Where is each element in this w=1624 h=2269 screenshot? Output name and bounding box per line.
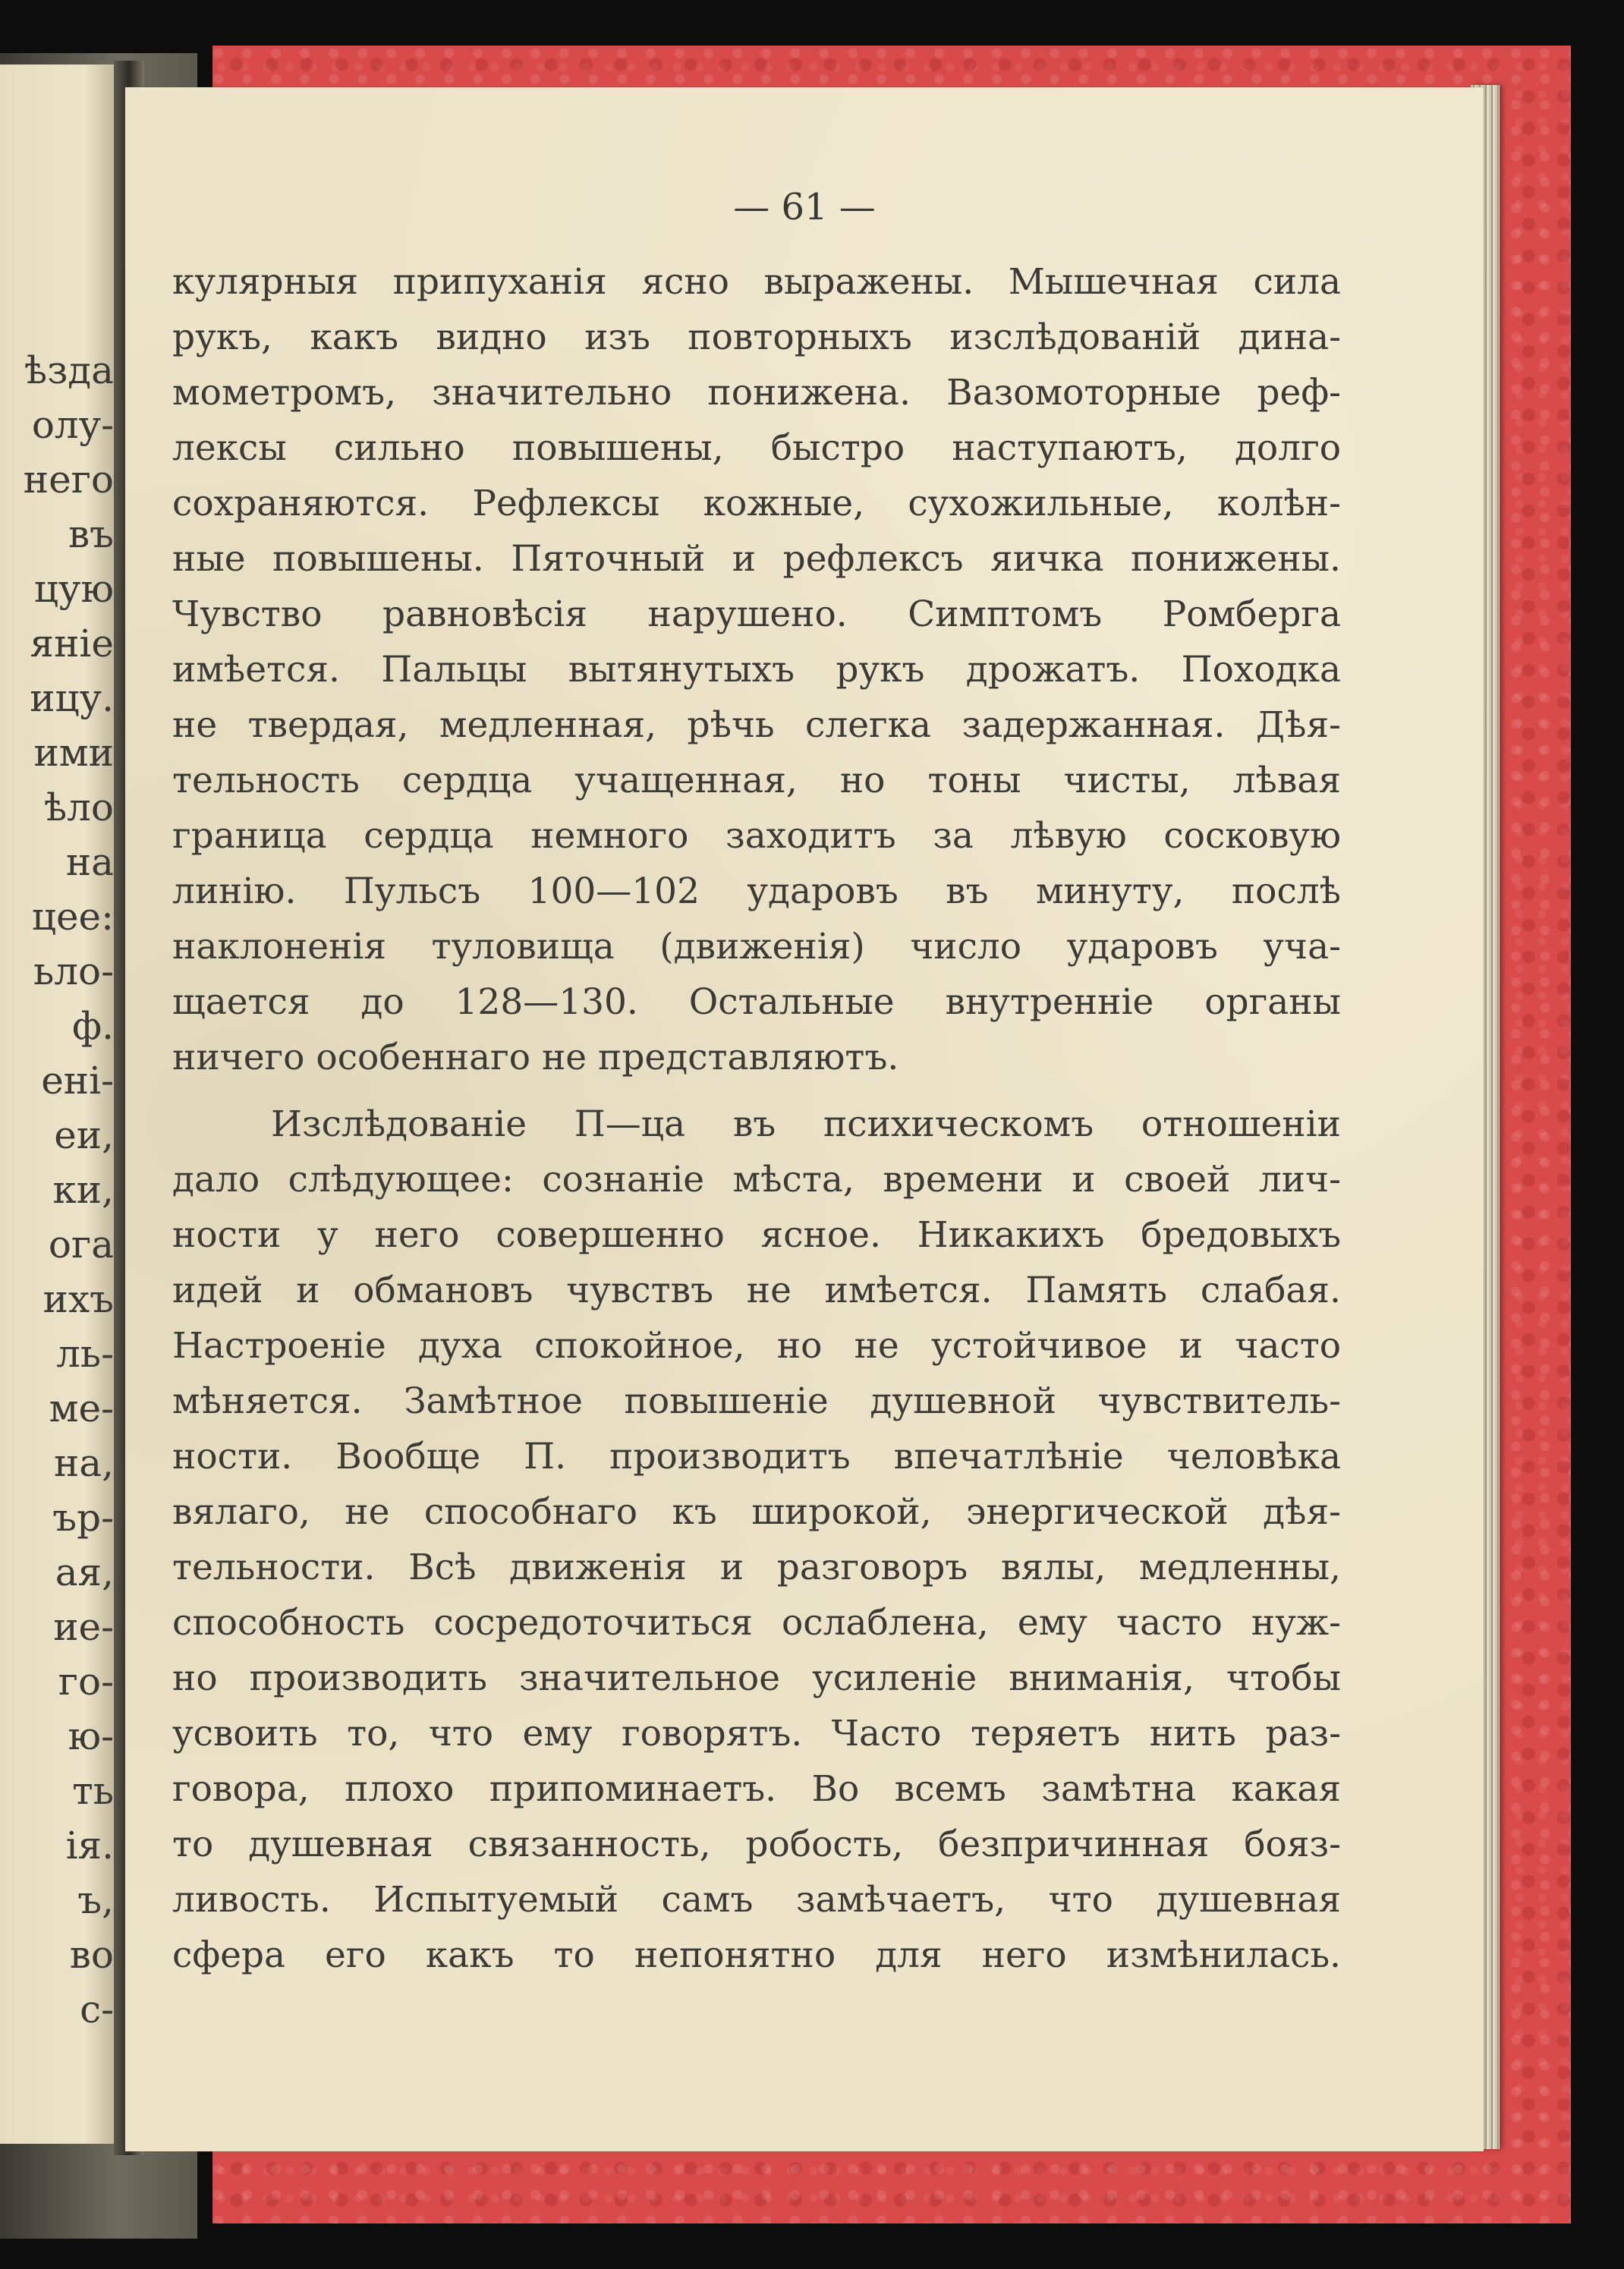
text-line: ности. Вообще П. производитъ впечатлѣніе человѣка	[172, 1436, 1341, 1478]
left-fragment: во	[69, 1933, 114, 1977]
left-fragment: на,	[53, 1441, 114, 1485]
text-line: ливость. Испытуемый самъ замѣчаетъ, что душевная	[172, 1879, 1341, 1921]
left-fragment: ки,	[52, 1168, 114, 1212]
text-line: Изслѣдованіе П—ца въ психическомъ отношеніи	[271, 1103, 1341, 1145]
text-line: рукъ, какъ видно изъ повторныхъ изслѣдованій дина-	[172, 316, 1341, 358]
left-fragment: цую	[33, 567, 114, 611]
text-line: имѣется. Пальцы вытянутыхъ рукъ дрожатъ. Походка	[172, 649, 1341, 691]
text-line: щается до 128—130. Остальные внутренніе органы	[172, 981, 1341, 1023]
left-fragment: ьло-	[33, 949, 114, 993]
left-page-edge	[0, 65, 121, 2144]
paragraph-gap	[172, 1085, 1341, 1097]
left-fragment: с-	[80, 1987, 114, 2031]
left-fragment: ими	[33, 731, 114, 775]
left-fragment: го-	[58, 1660, 114, 1704]
left-fragment: ѣло	[43, 785, 114, 829]
left-fragment: него	[23, 458, 114, 502]
text-line: ные повышены. Пяточный и рефлексъ яичка понижены.	[172, 538, 1341, 580]
text-line: мометромъ, значительно понижена. Вазомоторные реф-	[172, 372, 1341, 414]
left-fragment: въ	[68, 512, 114, 556]
left-fragment: ие-	[53, 1605, 114, 1649]
text-line: говора, плохо припоминаетъ. Во всемъ замѣтна какая	[172, 1768, 1341, 1810]
left-fragment: ъ,	[77, 1878, 114, 1922]
text-line: линію. Пульсъ 100—102 ударовъ въ минуту, послѣ	[172, 870, 1341, 912]
text-line: то душевная связанность, робость, безпричинная бояз-	[172, 1824, 1341, 1865]
left-fragment: цее:	[31, 895, 114, 939]
text-line: идей и обмановъ чувствъ не имѣется. Память слабая.	[172, 1270, 1341, 1311]
text-line: Чувство равновѣсія нарушено. Симптомъ Ромберга	[172, 593, 1341, 635]
left-fragment: ицу.	[30, 676, 114, 720]
left-fragment: ър-	[52, 1496, 114, 1540]
text-line: усвоить то, что ему говорятъ. Часто теряетъ нить раз-	[172, 1713, 1341, 1754]
text-line: дало слѣдующее: сознаніе мѣста, времени и своей лич-	[172, 1159, 1341, 1201]
page-number: — 61 —	[733, 186, 876, 228]
text-line: не твердая, медленная, рѣчь слегка задержанная. Дѣя-	[172, 704, 1341, 746]
text-line: мѣняется. Замѣтное повышеніе душевной чувствитель-	[172, 1380, 1341, 1422]
left-fragment: ю-	[68, 1714, 114, 1758]
left-fragment: еи,	[54, 1113, 114, 1157]
left-fragment: на	[65, 840, 114, 884]
left-fragment: ені-	[41, 1059, 114, 1103]
left-fragment: ф.	[71, 1004, 114, 1048]
left-fragment: ме-	[49, 1386, 114, 1430]
left-fragment: олу-	[31, 403, 114, 447]
left-fragment: ѣзда	[24, 348, 114, 392]
text-line: наклоненія туловища (движенія) число ударовъ уча-	[172, 926, 1341, 968]
text-line: способность сосредоточиться ослаблена, ему часто нуж-	[172, 1602, 1341, 1644]
text-line: Настроеніе духа спокойное, но не устойчивое и часто	[172, 1325, 1341, 1367]
text-line: тельности. Всѣ движенія и разговоръ вялы, медленны,	[172, 1547, 1341, 1588]
left-fragment: ихъ	[42, 1277, 114, 1321]
main-page	[125, 87, 1484, 2151]
left-fragment: ть	[72, 1769, 114, 1813]
left-fragment: яніе	[30, 622, 114, 666]
left-fragment: ль-	[56, 1332, 114, 1376]
text-line: ничего особеннаго не представляютъ.	[172, 1037, 899, 1078]
text-line: тельность сердца учащенная, но тоны чисты, лѣвая	[172, 760, 1341, 801]
text-line: сфера его какъ то непонятно для него измѣнилась.	[172, 1934, 1341, 1976]
text-line: сохраняются. Рефлексы кожные, сухожильные, колѣн-	[172, 483, 1341, 524]
text-line: вялаго, не способнаго къ широкой, энергической дѣя-	[172, 1491, 1341, 1533]
left-fragment: ая,	[55, 1550, 114, 1594]
body-text	[172, 254, 1341, 1983]
left-fragment: ога	[48, 1223, 114, 1267]
text-line: граница сердца немного заходитъ за лѣвую сосковую	[172, 815, 1341, 857]
left-fragment: ія.	[65, 1824, 114, 1868]
text-line: ности у него совершенно ясное. Никакихъ бредовыхъ	[172, 1214, 1341, 1256]
text-line: кулярныя припуханія ясно выражены. Мышечная сила	[172, 261, 1341, 303]
text-line: но производить значительное усиленіе вниманія, чтобы	[172, 1657, 1341, 1699]
text-line: лексы сильно повышены, быстро наступаютъ, долго	[172, 427, 1341, 469]
